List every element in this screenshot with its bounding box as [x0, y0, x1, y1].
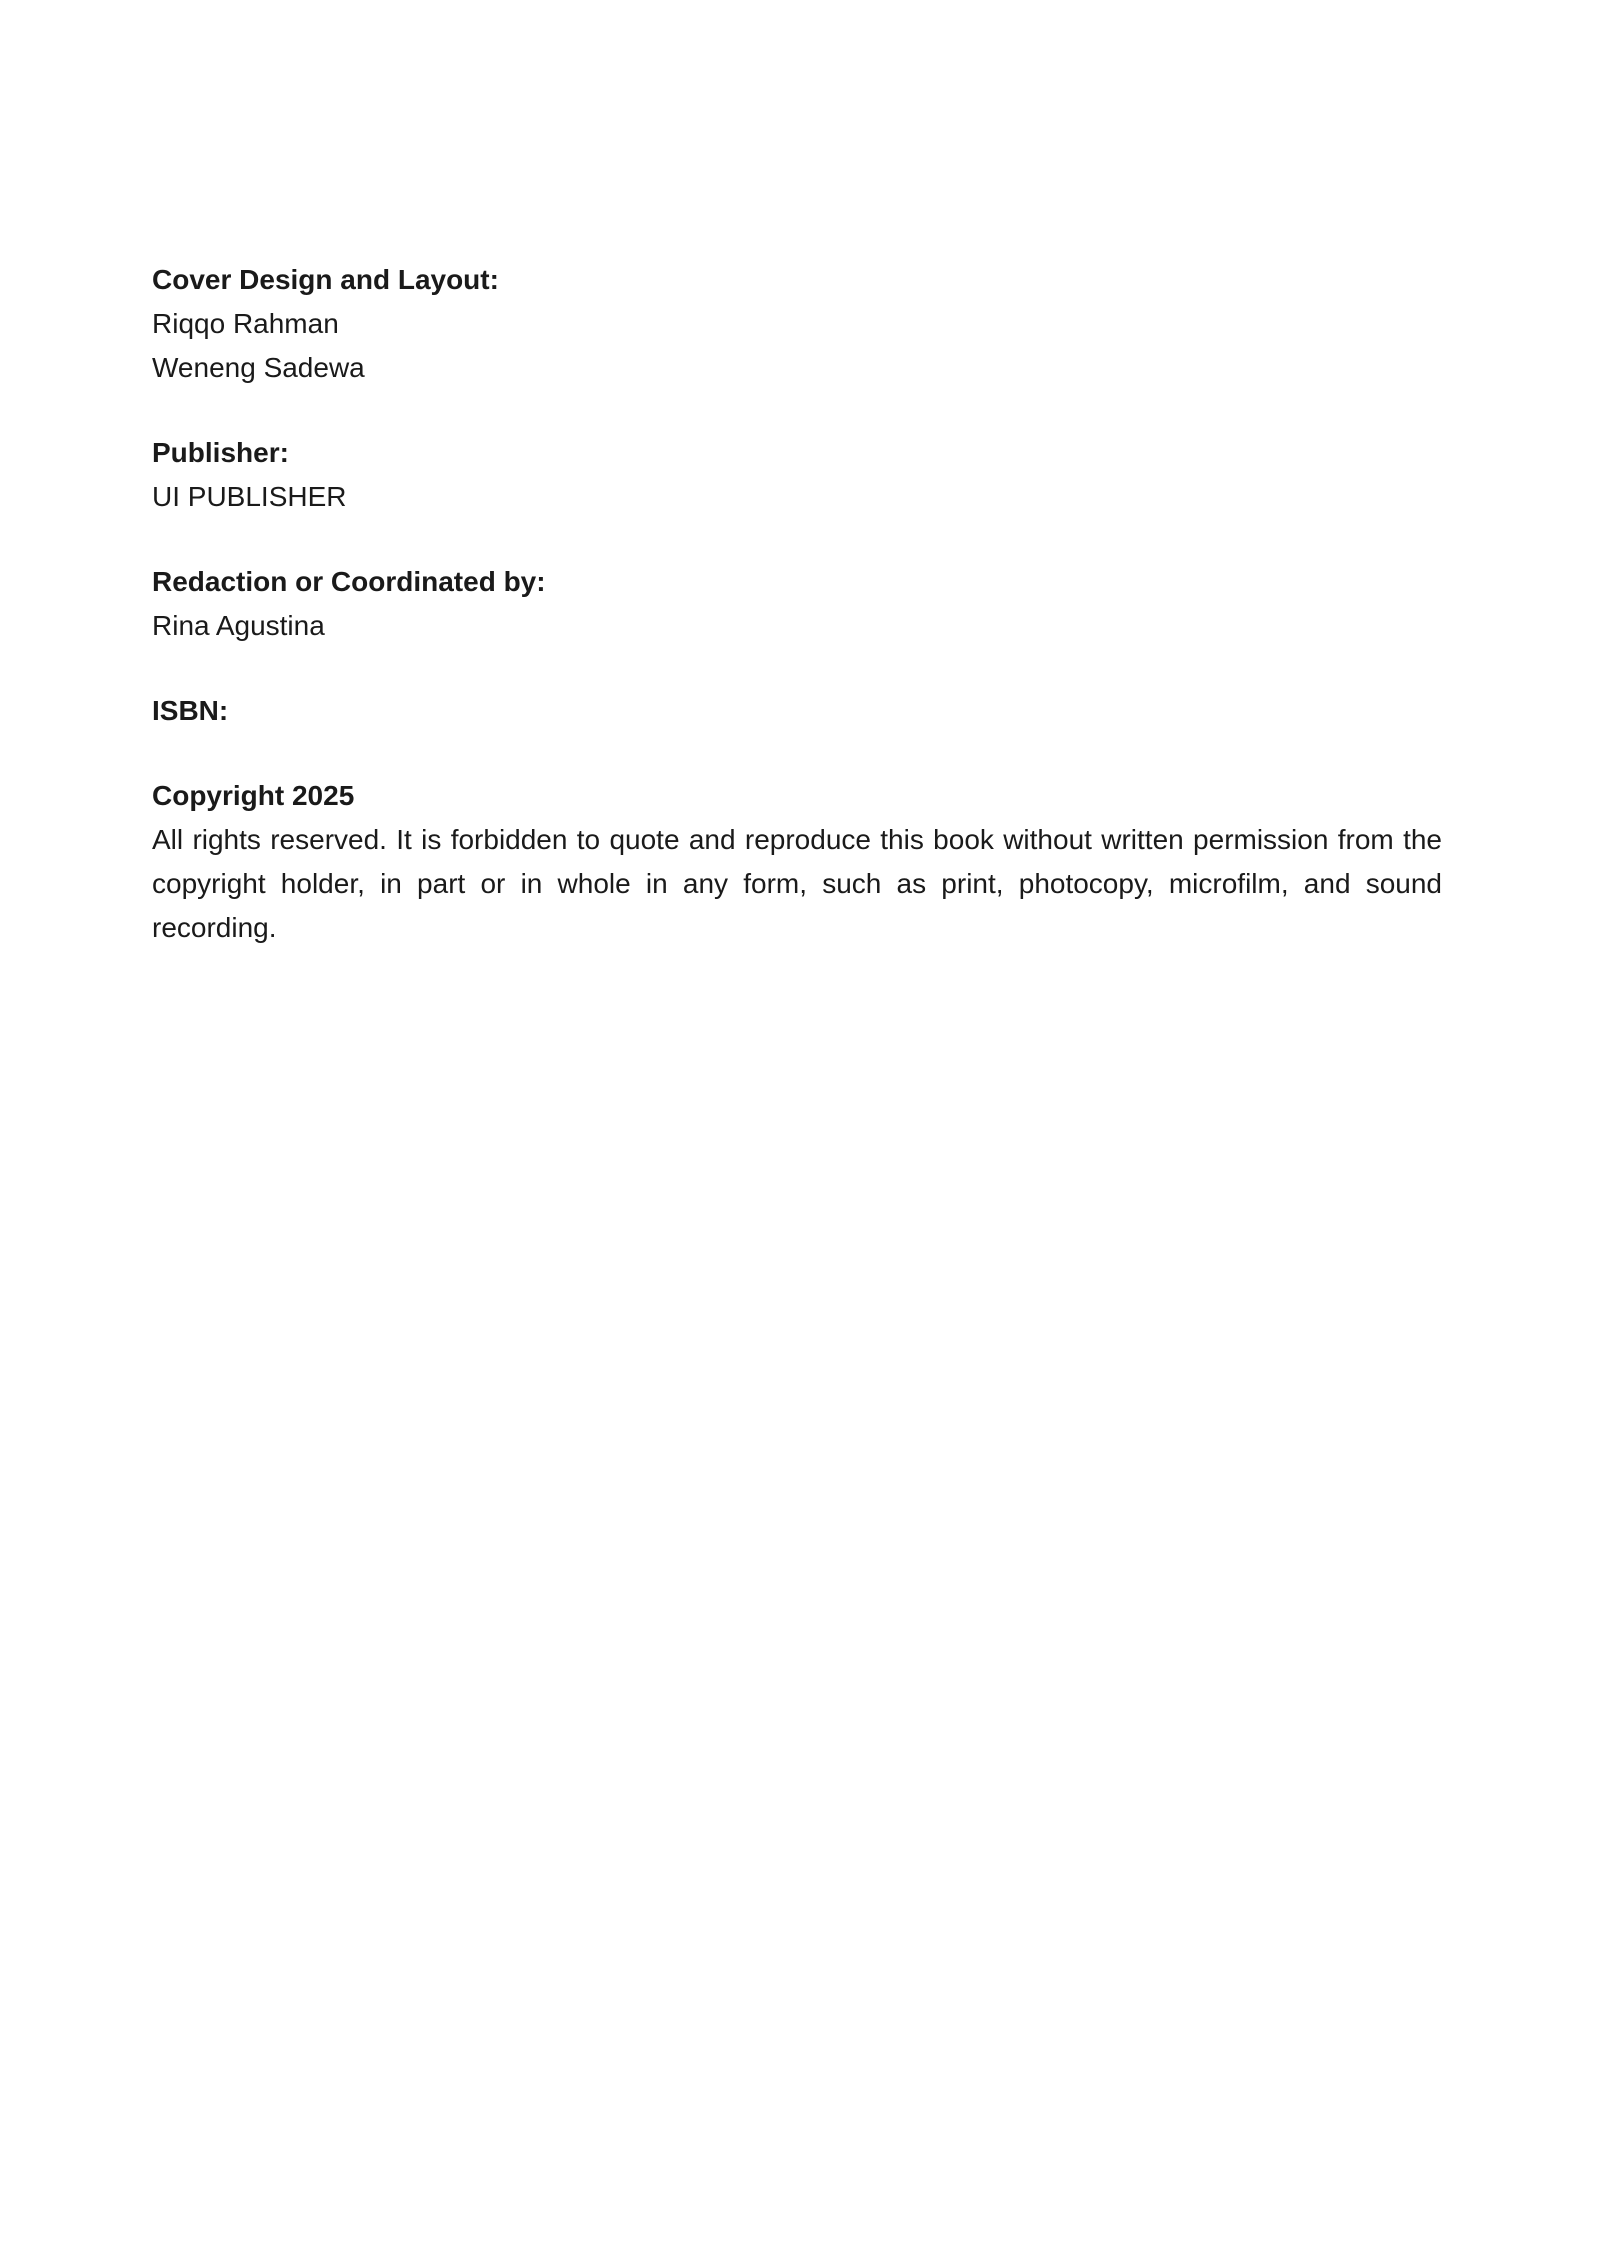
cover-designer-name-2: Weneng Sadewa [152, 352, 365, 383]
isbn-section [152, 689, 1452, 733]
publisher-section [152, 431, 1452, 519]
cover-design-section [152, 258, 1452, 390]
cover-design-label: Cover Design and Layout: [152, 264, 499, 295]
redaction-label: Redaction or Coordinated by: [152, 566, 546, 597]
publisher-label: Publisher: [152, 437, 289, 468]
copyright-section [152, 774, 1452, 950]
isbn-label: ISBN: [152, 695, 229, 726]
copyright-label: Copyright 2025 [152, 780, 355, 811]
copyright-notice: All rights reserved. It is forbidden to quote and reproduce this book without written permission from the copyright holder, in part or in whole in any form, such as print, photocopy, microfilm, and sound recording. [152, 824, 1442, 943]
publisher-name: UI PUBLISHER [152, 481, 347, 512]
redaction-name: Rina Agustina [152, 610, 325, 641]
redaction-section [152, 560, 1452, 648]
cover-designer-name-1: Riqqo Rahman [152, 308, 339, 339]
document-page [152, 258, 1452, 991]
